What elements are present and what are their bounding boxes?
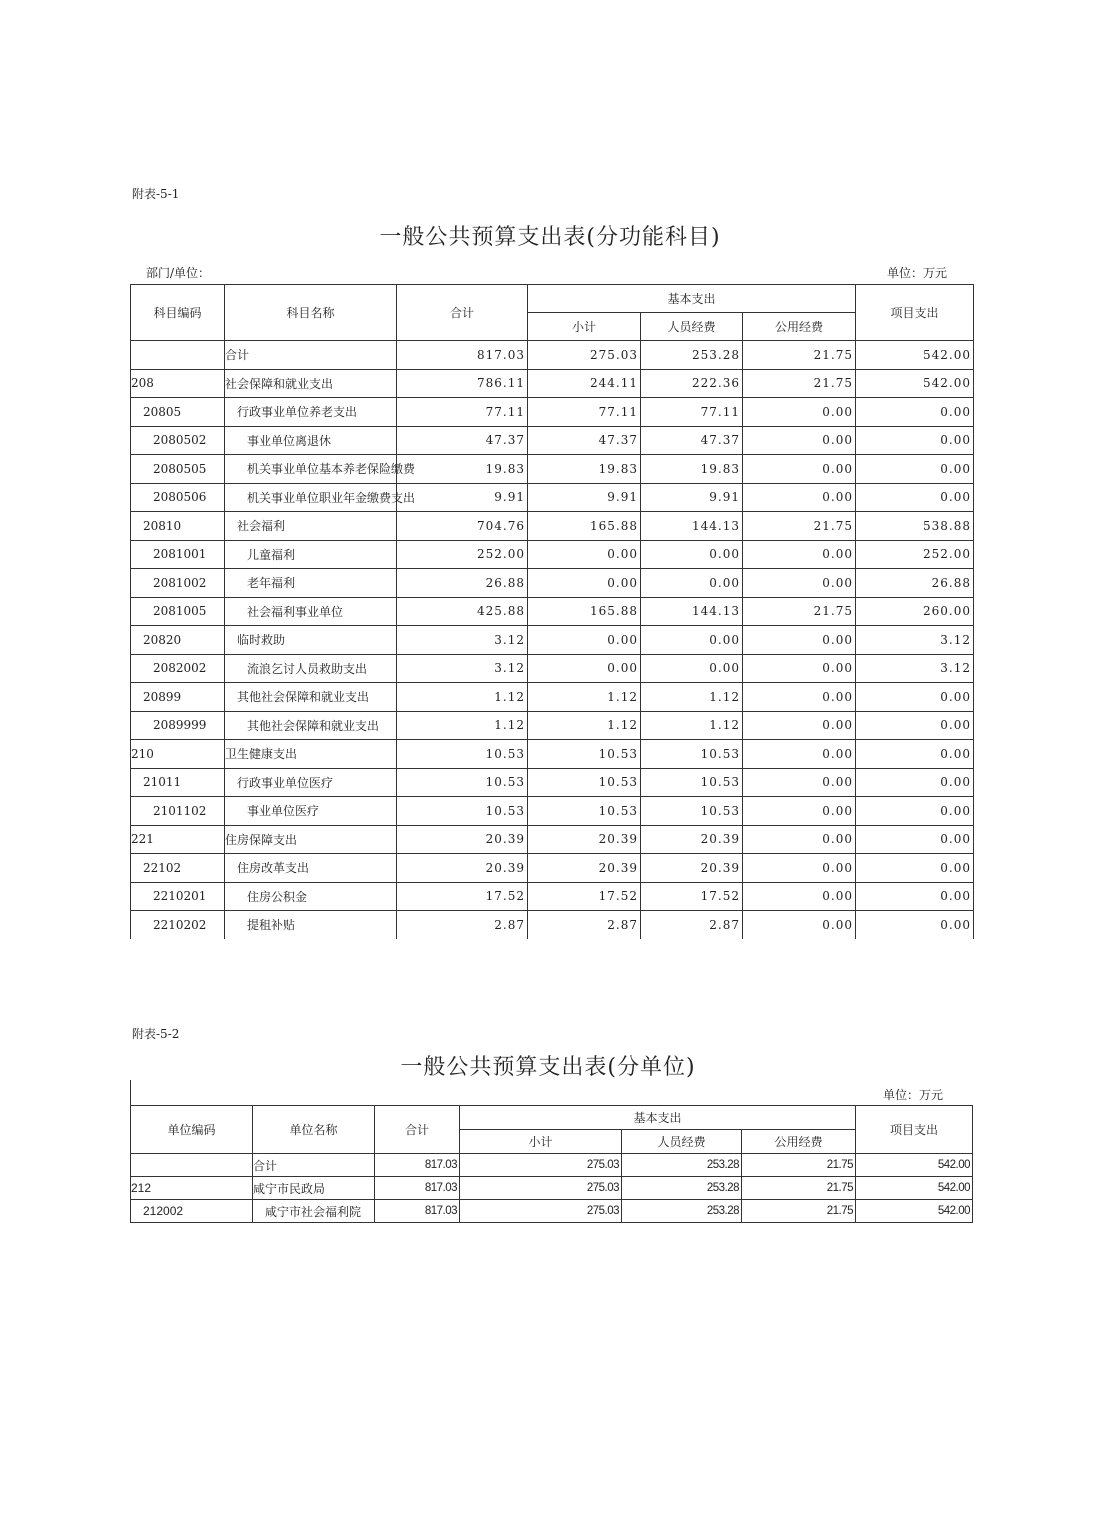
table1-dept-label: 部门/单位： (146, 266, 211, 280)
cell-project: 542.00 (856, 341, 974, 370)
cell-public: 21.75 (742, 1200, 856, 1223)
cell-total: 19.83 (397, 455, 528, 484)
cell-public: 21.75 (743, 512, 856, 541)
cell-personnel: 253.28 (641, 341, 743, 370)
table-row (131, 597, 974, 626)
cell-subtotal: 19.83 (528, 455, 641, 484)
cell-project: 0.00 (856, 740, 974, 769)
cell-public: 0.00 (743, 740, 856, 769)
cell-total: 252.00 (397, 540, 528, 569)
cell-name: 住房公积金 (225, 882, 397, 911)
cell-project: 3.12 (856, 654, 974, 683)
cell-total: 425.88 (397, 597, 528, 626)
cell-personnel: 2.87 (641, 911, 743, 939)
cell-subtotal: 20.39 (528, 825, 641, 854)
cell-project: 260.00 (856, 597, 974, 626)
cell-personnel: 77.11 (641, 398, 743, 427)
cell-name: 社会福利事业单位 (225, 597, 397, 626)
cell-personnel: 253.28 (622, 1177, 742, 1200)
cell-project: 0.00 (856, 683, 974, 712)
cell-total: 817.03 (397, 341, 528, 370)
cell-public: 21.75 (742, 1177, 856, 1200)
table-row (131, 911, 974, 939)
cell-project: 0.00 (856, 825, 974, 854)
table-row (131, 768, 974, 797)
t2-header-public: 公用经费 (742, 1130, 856, 1154)
cell-code: 212002 (131, 1200, 253, 1223)
cell-code (131, 1154, 253, 1177)
unit-budget-table (130, 1105, 973, 1223)
cell-personnel: 0.00 (641, 569, 743, 598)
cell-subtotal: 244.11 (528, 369, 641, 398)
cell-code: 212 (131, 1177, 253, 1200)
cell-personnel: 144.13 (641, 597, 743, 626)
t2-header-subtotal: 小计 (460, 1130, 622, 1154)
t2-header-name: 单位名称 (253, 1106, 375, 1154)
cell-total: 786.11 (397, 369, 528, 398)
cell-name: 提租补贴 (225, 911, 397, 939)
cell-code: 210 (131, 740, 225, 769)
table-row (131, 569, 974, 598)
cell-total: 10.53 (397, 740, 528, 769)
table-row (131, 426, 974, 455)
function-budget-table (130, 284, 974, 939)
table-row (131, 341, 974, 370)
cell-public: 0.00 (743, 455, 856, 484)
cell-subtotal: 165.88 (528, 597, 641, 626)
cell-name: 住房保障支出 (225, 825, 397, 854)
cell-name: 住房改革支出 (225, 854, 397, 883)
cell-public: 0.00 (743, 711, 856, 740)
table-row (131, 369, 974, 398)
t2-header-project: 项目支出 (856, 1106, 973, 1154)
cell-project: 542.00 (856, 1154, 973, 1177)
cell-subtotal: 0.00 (528, 569, 641, 598)
cell-public: 0.00 (743, 654, 856, 683)
cell-personnel: 10.53 (641, 797, 743, 826)
cell-public: 0.00 (743, 854, 856, 883)
t2-header-basic: 基本支出 (460, 1106, 856, 1130)
header-basic: 基本支出 (528, 285, 856, 313)
table2-frame-edge (130, 1080, 131, 1105)
cell-personnel: 10.53 (641, 768, 743, 797)
cell-subtotal: 9.91 (528, 483, 641, 512)
cell-code: 2089999 (131, 711, 225, 740)
cell-public: 0.00 (743, 540, 856, 569)
cell-name: 其他社会保障和就业支出 (225, 683, 397, 712)
cell-personnel: 1.12 (641, 711, 743, 740)
cell-name: 咸宁市民政局 (253, 1177, 375, 1200)
table-row (131, 455, 974, 484)
cell-subtotal: 165.88 (528, 512, 641, 541)
cell-code: 2210202 (131, 911, 225, 939)
cell-code: 221 (131, 825, 225, 854)
table-row (131, 711, 974, 740)
cell-personnel: 253.28 (622, 1154, 742, 1177)
cell-name: 社会福利 (225, 512, 397, 541)
table-row (131, 825, 974, 854)
cell-personnel: 9.91 (641, 483, 743, 512)
cell-name: 其他社会保障和就业支出 (225, 711, 397, 740)
header-public: 公用经费 (743, 313, 856, 341)
header-code: 科目编码 (131, 285, 225, 341)
header-personnel: 人员经费 (641, 313, 743, 341)
table-row (131, 854, 974, 883)
cell-subtotal: 10.53 (528, 740, 641, 769)
cell-name: 事业单位医疗 (225, 797, 397, 826)
cell-total: 77.11 (397, 398, 528, 427)
cell-total: 9.91 (397, 483, 528, 512)
table-row (131, 626, 974, 655)
cell-personnel: 20.39 (641, 825, 743, 854)
cell-personnel: 222.36 (641, 369, 743, 398)
cell-public: 0.00 (743, 797, 856, 826)
cell-public: 0.00 (743, 683, 856, 712)
cell-total: 2.87 (397, 911, 528, 939)
cell-total: 3.12 (397, 626, 528, 655)
cell-name: 流浪乞讨人员救助支出 (225, 654, 397, 683)
cell-project: 0.00 (856, 768, 974, 797)
table-row (131, 654, 974, 683)
cell-code: 2210201 (131, 882, 225, 911)
table1-unit-label: 单位：万元 (887, 266, 948, 280)
cell-project: 0.00 (856, 911, 974, 939)
cell-code: 20899 (131, 683, 225, 712)
cell-project: 3.12 (856, 626, 974, 655)
cell-name: 机关事业单位基本养老保险缴费 (225, 455, 397, 484)
table1-body (131, 341, 974, 939)
cell-code: 22102 (131, 854, 225, 883)
cell-name: 咸宁市社会福利院 (253, 1200, 375, 1223)
cell-code: 2080505 (131, 455, 225, 484)
cell-total: 817.03 (375, 1177, 460, 1200)
cell-personnel: 20.39 (641, 854, 743, 883)
cell-subtotal: 0.00 (528, 540, 641, 569)
cell-code: 20805 (131, 398, 225, 427)
cell-subtotal: 275.03 (460, 1177, 622, 1200)
cell-total: 10.53 (397, 797, 528, 826)
cell-total: 817.03 (375, 1154, 460, 1177)
table-row (131, 512, 974, 541)
cell-project: 542.00 (856, 1200, 973, 1223)
table2-unit-label: 单位：万元 (883, 1088, 944, 1102)
cell-total: 47.37 (397, 426, 528, 455)
cell-subtotal: 1.12 (528, 711, 641, 740)
cell-code: 2080506 (131, 483, 225, 512)
cell-code (131, 341, 225, 370)
cell-project: 0.00 (856, 882, 974, 911)
cell-subtotal: 0.00 (528, 654, 641, 683)
header-project: 项目支出 (856, 285, 974, 341)
header-subtotal: 小计 (528, 313, 641, 341)
cell-project: 0.00 (856, 398, 974, 427)
cell-code: 2101102 (131, 797, 225, 826)
cell-total: 10.53 (397, 768, 528, 797)
cell-personnel: 0.00 (641, 654, 743, 683)
cell-name: 老年福利 (225, 569, 397, 598)
cell-project: 0.00 (856, 483, 974, 512)
cell-code: 21011 (131, 768, 225, 797)
cell-personnel: 10.53 (641, 740, 743, 769)
cell-name: 行政事业单位养老支出 (225, 398, 397, 427)
table-row (131, 882, 974, 911)
table1-title: 一般公共预算支出表(分功能科目) (379, 225, 721, 250)
cell-code: 2081001 (131, 540, 225, 569)
cell-public: 0.00 (743, 398, 856, 427)
cell-code: 2080502 (131, 426, 225, 455)
cell-public: 0.00 (743, 768, 856, 797)
cell-subtotal: 2.87 (528, 911, 641, 939)
cell-total: 20.39 (397, 825, 528, 854)
cell-code: 2082002 (131, 654, 225, 683)
cell-subtotal: 17.52 (528, 882, 641, 911)
header-total: 合计 (397, 285, 528, 341)
cell-name: 社会保障和就业支出 (225, 369, 397, 398)
cell-total: 3.12 (397, 654, 528, 683)
cell-code: 2081005 (131, 597, 225, 626)
cell-total: 1.12 (397, 683, 528, 712)
t2-header-total: 合计 (375, 1106, 460, 1154)
cell-personnel: 19.83 (641, 455, 743, 484)
table-row (131, 1154, 973, 1177)
cell-project: 538.88 (856, 512, 974, 541)
cell-subtotal: 10.53 (528, 768, 641, 797)
cell-subtotal: 10.53 (528, 797, 641, 826)
cell-public: 0.00 (743, 626, 856, 655)
table-row (131, 740, 974, 769)
cell-personnel: 17.52 (641, 882, 743, 911)
cell-public: 0.00 (743, 569, 856, 598)
cell-project: 0.00 (856, 854, 974, 883)
cell-project: 0.00 (856, 426, 974, 455)
cell-public: 21.75 (743, 597, 856, 626)
t2-header-personnel: 人员经费 (622, 1130, 742, 1154)
cell-total: 1.12 (397, 711, 528, 740)
cell-subtotal: 77.11 (528, 398, 641, 427)
cell-public: 0.00 (743, 882, 856, 911)
cell-name: 卫生健康支出 (225, 740, 397, 769)
cell-project: 26.88 (856, 569, 974, 598)
cell-personnel: 253.28 (622, 1200, 742, 1223)
cell-subtotal: 20.39 (528, 854, 641, 883)
cell-public: 21.75 (743, 341, 856, 370)
table-row (131, 483, 974, 512)
table-row (131, 1200, 973, 1223)
cell-subtotal: 275.03 (460, 1154, 622, 1177)
cell-subtotal: 275.03 (528, 341, 641, 370)
table2-body (131, 1154, 973, 1223)
cell-personnel: 0.00 (641, 626, 743, 655)
table-row (131, 398, 974, 427)
cell-project: 0.00 (856, 797, 974, 826)
cell-name: 合计 (225, 341, 397, 370)
cell-subtotal: 0.00 (528, 626, 641, 655)
cell-name: 临时救助 (225, 626, 397, 655)
cell-personnel: 144.13 (641, 512, 743, 541)
cell-subtotal: 47.37 (528, 426, 641, 455)
cell-code: 20810 (131, 512, 225, 541)
cell-public: 21.75 (742, 1154, 856, 1177)
cell-total: 817.03 (375, 1200, 460, 1223)
table-row (131, 1177, 973, 1200)
cell-total: 20.39 (397, 854, 528, 883)
t2-header-code: 单位编码 (131, 1106, 253, 1154)
cell-total: 17.52 (397, 882, 528, 911)
header-name: 科目名称 (225, 285, 397, 341)
cell-name: 儿童福利 (225, 540, 397, 569)
table-row (131, 683, 974, 712)
cell-public: 0.00 (743, 483, 856, 512)
cell-personnel: 47.37 (641, 426, 743, 455)
table2-label: 附表-5-2 (132, 1027, 180, 1041)
cell-project: 0.00 (856, 711, 974, 740)
cell-code: 208 (131, 369, 225, 398)
cell-public: 0.00 (743, 426, 856, 455)
cell-personnel: 0.00 (641, 540, 743, 569)
cell-code: 20820 (131, 626, 225, 655)
table-row (131, 540, 974, 569)
cell-project: 252.00 (856, 540, 974, 569)
cell-name: 事业单位离退休 (225, 426, 397, 455)
cell-code: 2081002 (131, 569, 225, 598)
cell-subtotal: 1.12 (528, 683, 641, 712)
table2-title: 一般公共预算支出表(分单位) (400, 1055, 696, 1080)
cell-name: 机关事业单位职业年金缴费支出 (225, 483, 397, 512)
cell-project: 542.00 (856, 1177, 973, 1200)
cell-project: 0.00 (856, 455, 974, 484)
cell-total: 26.88 (397, 569, 528, 598)
cell-subtotal: 275.03 (460, 1200, 622, 1223)
cell-personnel: 1.12 (641, 683, 743, 712)
table-row (131, 797, 974, 826)
cell-public: 0.00 (743, 825, 856, 854)
cell-project: 542.00 (856, 369, 974, 398)
cell-public: 0.00 (743, 911, 856, 939)
table1-label: 附表-5-1 (132, 187, 180, 201)
cell-name: 合计 (253, 1154, 375, 1177)
cell-total: 704.76 (397, 512, 528, 541)
cell-name: 行政事业单位医疗 (225, 768, 397, 797)
cell-public: 21.75 (743, 369, 856, 398)
